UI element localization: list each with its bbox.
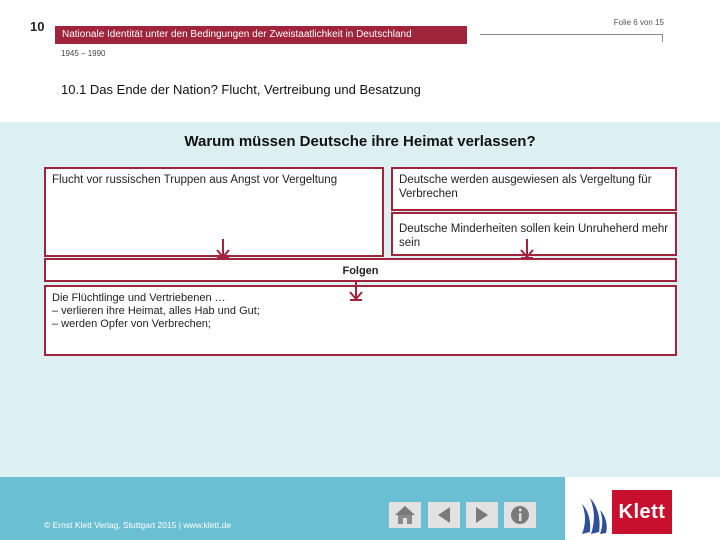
home-button[interactable] [389,502,421,528]
info-button[interactable] [504,502,536,528]
fluechtlinge-intro: Die Flüchtlinge und Vertriebenen … [52,292,226,304]
header-divider-line [480,34,663,42]
klett-logo [612,490,672,534]
box-minderheiten [391,212,677,256]
period-label: 1945 – 1990 [61,49,106,58]
copyright-text: © Ernst Klett Verlag, Stuttgart 2015 | www.klett.de [44,520,232,530]
slide-counter: Folie 6 von 15 [613,18,664,27]
box-folgen [44,258,677,282]
next-slide-button[interactable] [466,502,498,528]
klett-bird-logo-icon [578,496,612,536]
title-bar [55,26,467,44]
arrow-down-icon [216,238,230,260]
arrow-down-icon [520,238,534,260]
main-heading: Warum müssen Deutsche ihre Heimat verlassen? [184,133,536,150]
box-flucht [44,167,384,257]
box-ausgewiesen-text: Deutsche werden ausgewiesen als Vergeltung für Verbrechen [399,174,652,200]
previous-icon [433,504,455,526]
arrow-down-icon [349,280,363,302]
section-title: 10.1 Das Ende der Nation? Flucht, Vertreibung und Besatzung [61,82,421,97]
box-minderheiten-text: Deutsche Minderheiten sollen kein Unruheherd mehr sein [399,223,669,249]
home-icon [392,504,418,526]
fluechtlinge-item: – werden Opfer von Verbrechen; [52,318,211,330]
previous-slide-button[interactable] [428,502,460,528]
info-icon [509,504,531,526]
chapter-number: 10 [30,19,45,34]
title-bar-text: Nationale Identität unter den Bedingungen der Zweistaatlichkeit in Deutschland [62,29,412,40]
box-folgen-text: Folgen [342,265,379,277]
klett-logo-text: Klett [618,500,666,523]
box-flucht-text: Flucht vor russischen Truppen aus Angst vor Vergeltung [52,174,338,186]
fluechtlinge-item: – verlieren ihre Heimat, alles Hab und Gut; [52,305,260,317]
box-ausgewiesen [391,167,677,211]
next-icon [471,504,493,526]
